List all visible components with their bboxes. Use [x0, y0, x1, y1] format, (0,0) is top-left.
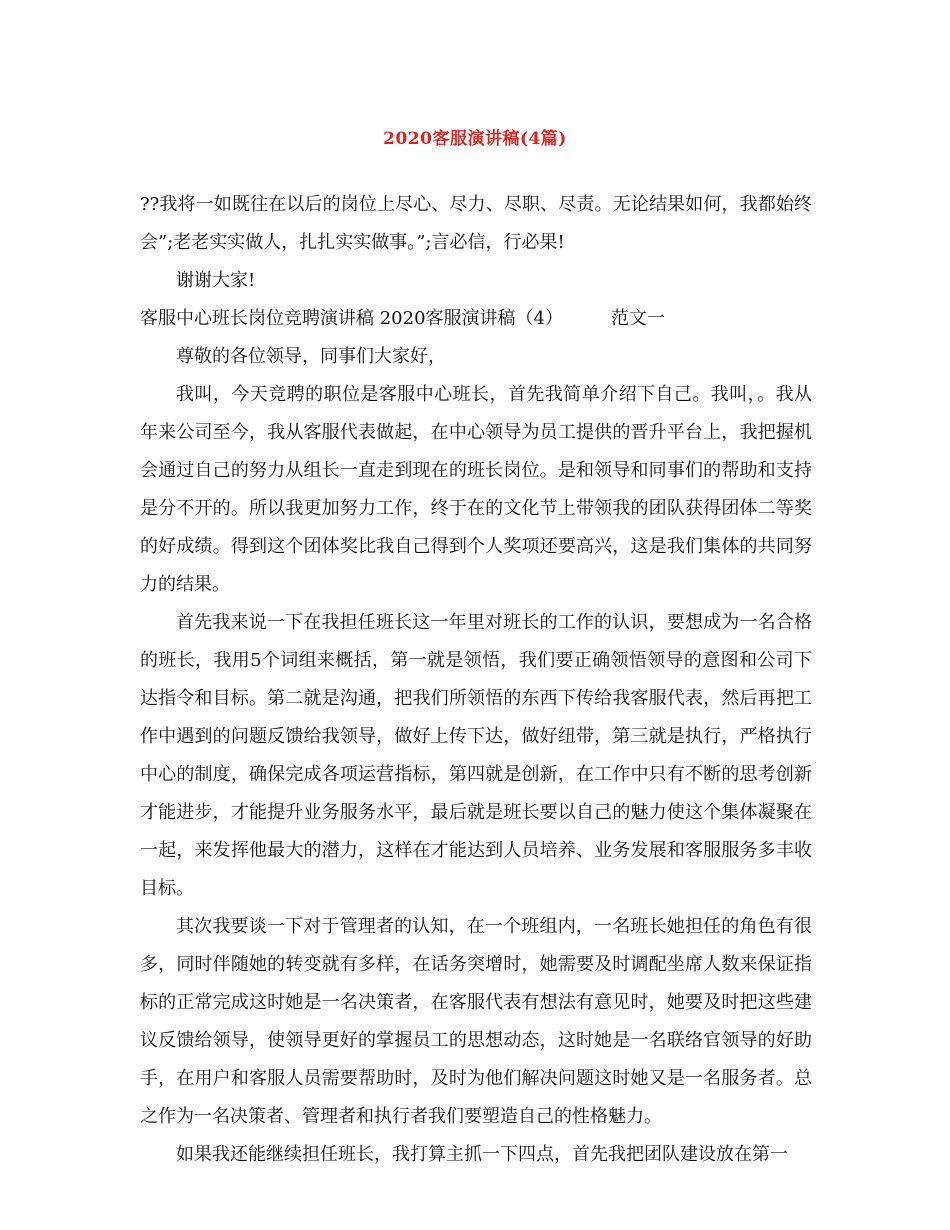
paragraph-greeting: 尊敬的各位领导，同事们大家好， [176, 346, 446, 367]
paragraph-manager-cognition: 其次我要谈一下对于管理者的认知，在一个班组内，一名班长她担任的角色有很多，同时伴随她的转变就有多样，在话务突增时，她需要及时调配坐席人数来保证指标的正常完成这时她是一名决策者，在客服代表有想法有意见时，她要及时把这些建议反馈给领导，使领导更好的掌握员工的思想动态，这时她是一名联络官领导的好助手，在用户和客服人员需要帮助时，及时为他们解决问题这时她又是一名服务者。总之作为一名决策者、管理者和执行者我们要塑造自己的性格魅力。 [140, 916, 812, 1127]
paragraph-closing-statement: ??我将一如既往在以后的岗位上尽心、尽力、尽职、尽责。无论结果如何，我都始终会”;老老实实做人，扎扎实实做事。”;言必信，行必果! [140, 194, 812, 253]
document-title: 2020客服演讲稿(4篇) [383, 129, 567, 149]
section-heading-tag: 范文一 [610, 308, 665, 329]
paragraph-role-understanding: 首先我来说一下在我担任班长这一年里对班长的工作的认识，要想成为一名合格的班长，我用5个词组来概括，第一就是领悟，我们要正确领悟领导的意图和公司下达指令和目标。第二就是沟通，把我们所领悟的东西下传给我客服代表，然后再把工作中遇到的问题反馈给我领导，做好上传下达，做好纽带，第三就是执行，严格执行中心的制度，确保完成各项运营指标，第四就是创新，在工作中只有不断的思考创新才能进步，才能提升业务服务水平，最后就是班长要以自己的魅力使这个集体凝聚在一起，来发挥他最大的潜力，这样在才能达到人员培养、业务发展和客服服务多丰收目标。 [140, 612, 812, 899]
section-heading-text: 客服中心班长岗位竞聘演讲稿 2020客服演讲稿（4） [140, 308, 563, 329]
paragraph-introduction: 我叫，今天竞聘的职位是客服中心班长，首先我简单介绍下自己。我叫，。我从年来公司至今，我从客服代表做起，在中心领导为员工提供的晋升平台上，我把握机会通过自己的努力从组长一直走到现在的班长岗位。是和领导和同事们的帮助和支持是分不开的。所以我更加努力工作，终于在的文化节上带领我的团队获得团体二等奖的好成绩。得到这个团体奖比我自己得到个人奖项还要高兴，这是我们集体的共同努力的结果。 [140, 384, 812, 595]
document-body [140, 186, 812, 1174]
section-heading [140, 300, 812, 338]
paragraph-future-plan: 如果我还能继续担任班长，我打算主抓一下四点，首先我把团队建设放在第一 [176, 1144, 788, 1165]
paragraph-thanks: 谢谢大家! [176, 270, 256, 291]
